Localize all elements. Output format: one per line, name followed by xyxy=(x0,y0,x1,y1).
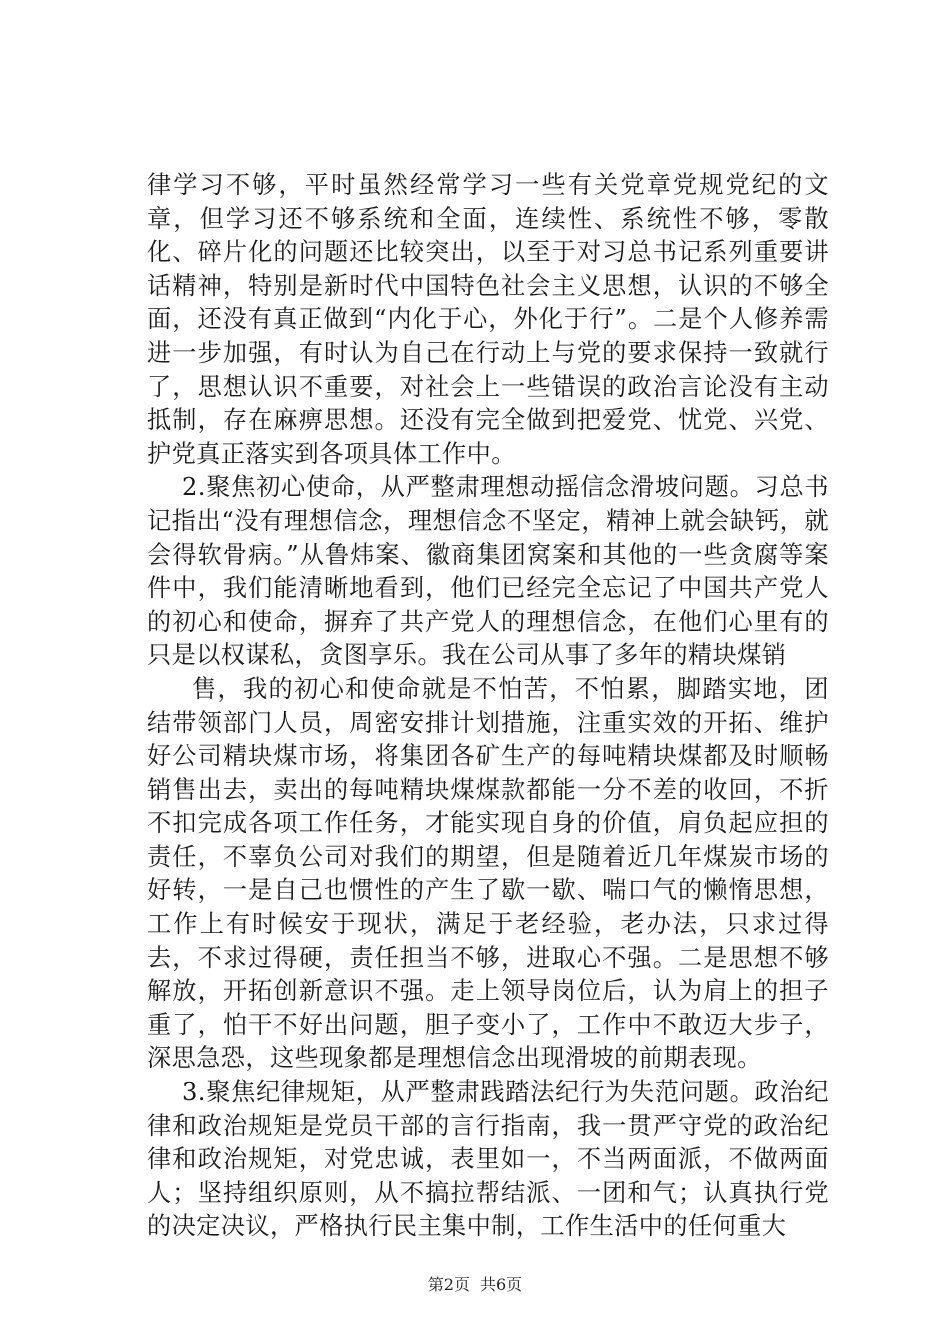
document-body xyxy=(147,169,829,1244)
page-total: 共6页 xyxy=(480,1275,523,1294)
page-number: 第2页 xyxy=(427,1275,470,1294)
paragraph-continued: 律学习不够，平时虽然经常学习一些有关党章党规党纪的文章，但学习还不够系统和全面，连续性、系统性不够，零散化、碎片化的问题还比较突出，以至于对习总书记系列重要讲话精神，特别是新时代中国特色社会主义思想，认识的不够全面，还没有真正做到“内化于心，外化于行”。二是个人修养需进一步加强，有时认为自己在行动上与党的要求保持一致就行了，思想认识不重要，对社会上一些错误的政治言论没有主动抵制，存在麻痹思想。还没有完全做到把爱党、忧党、兴党、护党真正落实到各项具体工作中。 xyxy=(147,171,829,468)
paragraph-section-3: 3.聚焦纪律规矩，从严整肃践踏法纪行为失范问题。政治纪律和政治规矩是党员干部的言行指南，我一贯严守党的政治纪律和政治规矩，对党忠诚，表里如一，不当两面派，不做两面人；坚持组织原则，从不搞拉帮结派、一团和气；认真执行党的决定决议，严格执行民主集中制，工作生活中的任何重大 xyxy=(147,1078,829,1241)
page-footer xyxy=(0,1272,950,1295)
paragraph-section-2: 2.聚焦初心使命，从严整肃理想动摇信念滑坡问题。习总书记指出“没有理想信念，理想信念不坚定，精神上就会缺钙，就会得软骨病。”从鲁炜案、徽商集团窝案和其他的一些贪腐等案件中，我们能清晰地看到，他们已经完全忘记了中国共产党人的初心和使命，摒弃了共产党人的理想信念，在他们心里有的只是以权谋私，贪图享乐。我在公司从事了多年的精块煤销 xyxy=(147,473,829,670)
paragraph-section-2-continued: 售，我的初心和使命就是不怕苦，不怕累，脚踏实地，团结带领部门人员，周密安排计划措施，注重实效的开拓、维护好公司精块煤市场，将集团各矿生产的每吨精块煤都及时顺畅销售出去，卖出的每吨精块煤煤款都能一分不差的收回，不折不扣完成各项工作任务，才能实现自身的价值，肩负起应担的责任，不辜负公司对我们的期望，但是随着近几年煤炭市场的好转，一是自己也惯性的产生了歇一歇、喘口气的懒惰思想，工作上有时候安于现状，满足于老经验，老办法，只求过得去，不求过得硬，责任担当不够，进取心不强。二是思想不够解放，开拓创新意识不强。走上领导岗位后，认为肩上的担子重了，怕干不好出问题，胆子变小了，工作中不敢迈大步子，深思急恐，这些现象都是理想信念出现滑坡的前期表现。 xyxy=(147,674,829,1073)
